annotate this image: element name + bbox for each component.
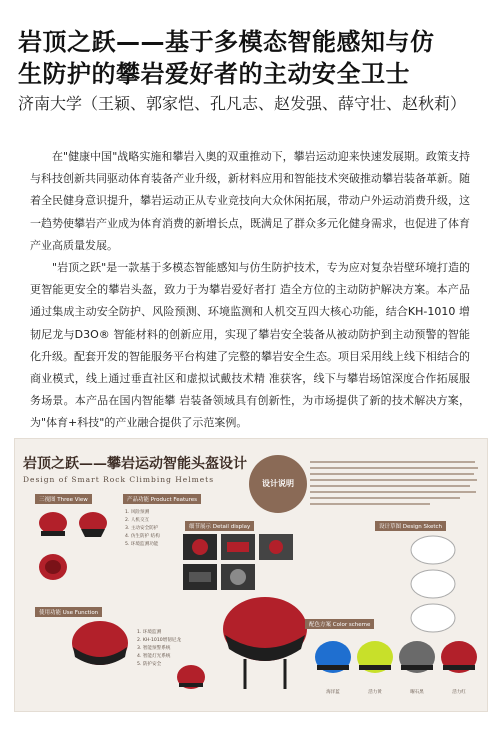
design-sketch-label: 设计草图 Design Sketch — [375, 521, 446, 531]
color-name-black: 曜石黑 — [410, 690, 424, 695]
three-view-label: 三视图 Three View — [35, 494, 92, 504]
function-item: 4. 仿生防护 结构 — [125, 534, 160, 539]
title-line-2: 生防护的攀岩爱好者的主动安全卫士 — [18, 60, 410, 88]
product-function-list — [125, 509, 160, 549]
use-item: 4. 智能灯光系统 — [137, 654, 171, 659]
use-item: 1. 环境监测 — [137, 630, 162, 635]
color-name-blue: 海洋蓝 — [326, 690, 340, 695]
color-name-red: 活力红 — [452, 690, 466, 695]
detail-display-label: 细节展示 Detail display — [185, 521, 254, 531]
use-item: 5. 防护安全 — [137, 662, 162, 667]
design-concept-text — [310, 459, 480, 511]
poster-subtitle: Design of Smart Rock Climbing Helmets — [23, 475, 215, 484]
detail-photos — [183, 534, 293, 594]
product-poster — [14, 438, 488, 712]
article-title — [18, 26, 488, 90]
use-function-helmet — [65, 617, 135, 677]
function-item: 1. 风险预测 — [125, 510, 150, 515]
use-item: 2. KH-1010增韧尼龙 — [137, 638, 182, 643]
three-view-helmets — [29, 507, 119, 591]
product-function-label: 产品功能 Product Features — [123, 494, 201, 504]
paragraph-1: 在"健康中国"战略实施和攀岩入奥的双重推动下，攀岩运动迎来快速发展期。政策支持与科技创新共同驱动体育装备产业升级，新材料应用和智能技术突破推动攀岩装备革新。随着全民健身意识提升，攀岩运动正从专业竞技向大众休闲拓展，带动户外运动消费升级，这一趋势使攀岩产业成为体育消费的新增长点，既满足了群众多元化健身需求，也促进了体育产业高质量发展。 — [30, 150, 470, 252]
color-scheme-label: 配色方案 Color scheme — [305, 619, 374, 629]
paragraph-2: "岩顶之跃"是一款基于多模态智能感知与仿生防护技术，专为应对复杂岩壁环境打造的更智能更安全的攀岩头盔，致力于为攀岩爱好者打 造全方位的主动防护解决方案。本产品通过集成主动安全防护、风险预测、环境监测和人机交互四大核心功能，结合KH-1010 增韧尼龙与D3O® 智能材料的创新应用，实现了攀岩安全装备从被动防护到主动预警的智能化升级。配套开发的智能服务平台构建了完整的攀岩安全生态。项目采用线上线下相结合的商业模式，线上通过垂直社区和虚拟试戴技术精 准获客，线下与攀岩场馆深度合作拓展服务场景。本产品在国内智能攀 岩装备领域具有创新性，为市场提供了新的技术解决方案，为"体育+科技"的产业融合提供了示范案例。 — [30, 261, 470, 430]
authors: 济南大学（王颖、郭家恺、孔凡志、赵发强、薛守壮、赵秋莉） — [18, 94, 467, 113]
function-item: 3. 主动安全防护 — [125, 526, 159, 531]
function-item: 5. 环境监测功能 — [125, 542, 159, 547]
function-item: 2. 人机交互 — [125, 518, 150, 523]
design-sketches — [385, 534, 480, 634]
design-concept-badge: 设计说明 — [249, 455, 307, 513]
use-item: 3. 智能预警系统 — [137, 646, 171, 651]
color-name-yellow: 活力黄 — [368, 690, 382, 695]
color-scheme-helmets — [311, 635, 483, 687]
title-line-1: 岩顶之跃——基于多模态智能感知与仿 — [18, 28, 435, 56]
concept-text-lines — [310, 459, 480, 509]
article-body — [30, 146, 470, 435]
poster-title: 岩顶之跃——攀岩运动智能头盔设计 — [23, 456, 247, 472]
small-helmet-render — [171, 661, 211, 701]
use-function-label: 使用功能 Use Function — [35, 607, 102, 617]
main-helmet-render — [215, 589, 315, 699]
